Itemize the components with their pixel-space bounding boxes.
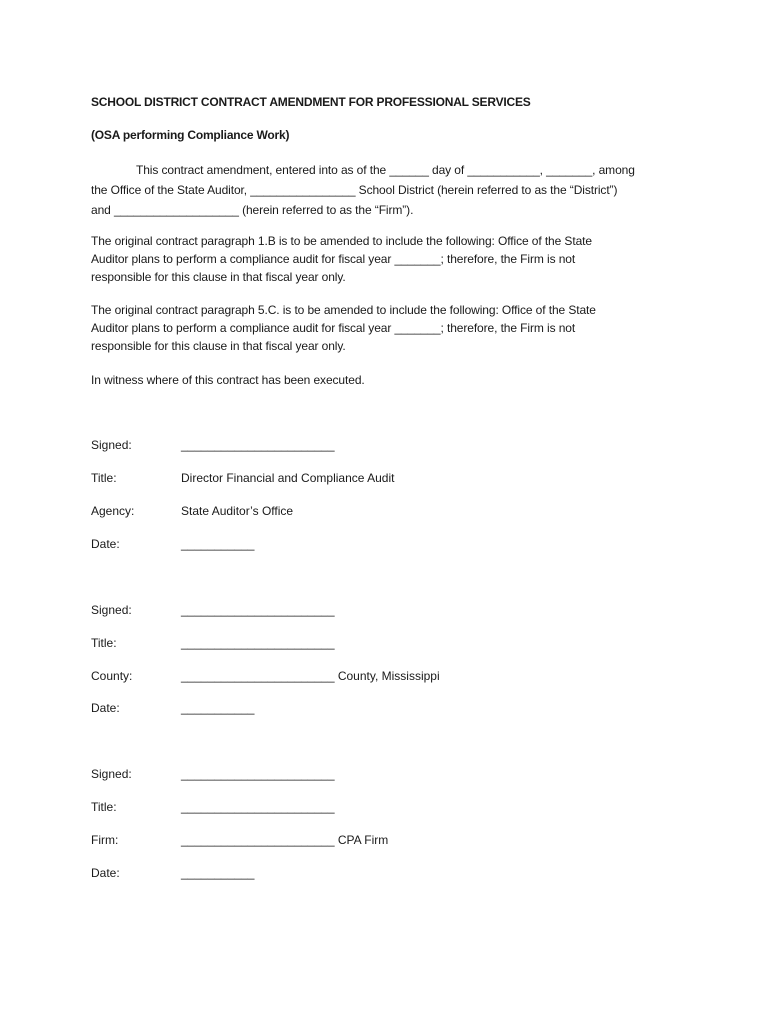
date-line: ___________	[181, 537, 255, 551]
title-value: Director Financial and Compliance Audit	[181, 471, 395, 485]
paragraph-1b-line-2: Auditor plans to perform a compliance audit for fiscal year _______; therefore, the Firm is not	[91, 252, 576, 266]
paragraph-5c-line-1: The original contract paragraph 5.C. is to be amended to include the following: Office of the State	[91, 303, 596, 317]
witness-statement	[91, 371, 683, 389]
county-line: _______________________ County, Mississippi	[181, 669, 440, 683]
paragraph-5c-line-3: responsible for this clause in that fiscal year only.	[91, 339, 346, 353]
date-label: Date:	[91, 701, 120, 715]
signed-label: Signed:	[91, 603, 132, 617]
agency-value: State Auditor’s Office	[181, 504, 294, 518]
paragraph-1b-line-3: responsible for this clause in that fiscal year only.	[91, 270, 346, 284]
signed-line: _______________________	[181, 438, 335, 452]
date-label: Date:	[91, 866, 120, 880]
firm-label: Firm:	[91, 833, 119, 847]
title-label: Title:	[91, 636, 117, 650]
paragraph-1b	[91, 232, 683, 286]
date-line: ___________	[181, 866, 255, 880]
document-subtitle: (OSA performing Compliance Work)	[91, 128, 290, 142]
witness-line: In witness where of this contract has been executed.	[91, 373, 365, 387]
paragraph-5c-line-2: Auditor plans to perform a compliance audit for fiscal year _______; therefore, the Firm is not	[91, 321, 576, 335]
agency-label: Agency:	[91, 504, 135, 518]
title-line: _______________________	[181, 636, 335, 650]
document-title: SCHOOL DISTRICT CONTRACT AMENDMENT FOR PROFESSIONAL SERVICES	[91, 95, 531, 109]
date-label: Date:	[91, 537, 120, 551]
signed-label: Signed:	[91, 767, 132, 781]
title-label: Title:	[91, 800, 117, 814]
paragraph-1b-line-1: The original contract paragraph 1.B is to be amended to include the following: Office of the State	[91, 234, 592, 248]
date-line: ___________	[181, 701, 255, 715]
intro-line-3: and ___________________ (herein referred to as the “Firm”).	[91, 203, 414, 217]
signed-label: Signed:	[91, 438, 132, 452]
paragraph-5c	[91, 301, 683, 355]
intro-line-1: This contract amendment, entered into as of the ______ day of ___________, _______, among	[136, 163, 635, 177]
title-label: Title:	[91, 471, 117, 485]
title-line: _______________________	[181, 800, 335, 814]
signed-line: _______________________	[181, 767, 335, 781]
county-label: County:	[91, 669, 133, 683]
signed-line: _______________________	[181, 603, 335, 617]
intro-paragraph	[91, 160, 683, 220]
firm-line: _______________________ CPA Firm	[181, 833, 389, 847]
intro-line-2: the Office of the State Auditor, ________________ School District (herein referred to as the “District”)	[91, 183, 618, 197]
